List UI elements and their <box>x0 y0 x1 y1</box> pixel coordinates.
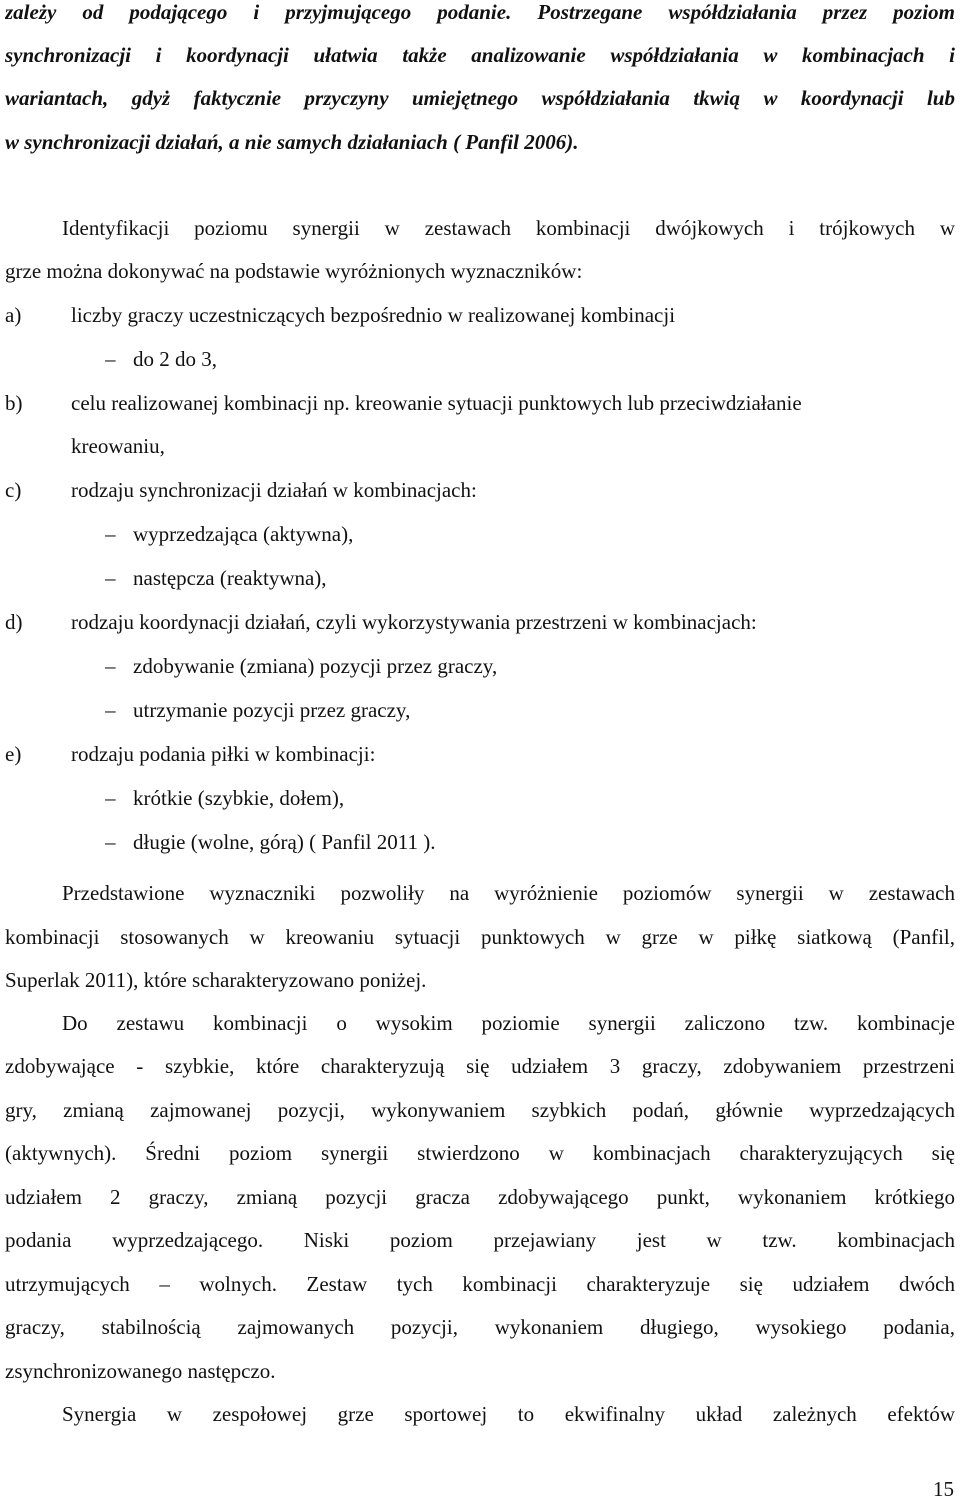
list-text: rodzaju synchronizacji działań w kombinacjach: <box>71 478 477 502</box>
text-line: graczy, stabilnością zajmowanych pozycji, wykonaniem długiego, wysokiego podania, <box>5 1315 955 1339</box>
dash-bullet-icon: – <box>105 830 116 854</box>
dash-item <box>105 783 955 813</box>
list-item-b <box>5 388 955 418</box>
text-line: kreowaniu, <box>71 434 165 458</box>
dash-text: wyprzedzająca (aktywna), <box>133 522 354 546</box>
dash-text: do 2 do 3, <box>133 347 217 371</box>
text-line: Synergia w zespołowej grze sportowej to ekwifinalny układ zależnych efektów <box>62 1402 955 1426</box>
text-line: Przedstawione wyznaczniki pozwoliły na wyróżnienie poziomów synergii w zestawach <box>62 881 955 905</box>
text-line: podania wyprzedzającego. Niski poziom przejawiany jest w tzw. kombinacjach <box>5 1228 955 1252</box>
list-text: liczby graczy uczestniczących bezpośrednio w realizowanej kombinacji <box>71 303 676 327</box>
text-line: synchronizacji i koordynacji ułatwia także analizowanie współdziałania w kombinacjach i <box>5 43 955 67</box>
dash-item <box>105 827 955 857</box>
dash-item <box>105 695 955 725</box>
dash-text: utrzymanie pozycji przez graczy, <box>133 698 411 722</box>
list-item-a <box>5 300 955 330</box>
list-label: a) <box>5 303 22 327</box>
dash-item <box>105 344 955 374</box>
text-line: zdobywające - szybkie, które charakteryzują się udziałem 3 graczy, zdobywaniem przestrzeni <box>5 1054 955 1078</box>
text-line: zsynchronizowanego następczo. <box>5 1359 276 1383</box>
text-line: Superlak 2011), które scharakteryzowano poniżej. <box>5 968 427 992</box>
list-text: celu realizowanej kombinacji np. kreowanie sytuacji punktowych lub przeciwdziałanie <box>71 391 802 415</box>
text-line: kombinacji stosowanych w kreowaniu sytuacji punktowych w grze w piłkę siatkową (Panfil, <box>5 925 955 949</box>
dash-text: zdobywanie (zmiana) pozycji przez graczy, <box>133 654 498 678</box>
dash-bullet-icon: – <box>105 566 116 590</box>
dash-bullet-icon: – <box>105 522 116 546</box>
dash-bullet-icon: – <box>105 698 116 722</box>
list-label: b) <box>5 391 23 415</box>
list-item-c <box>5 475 955 505</box>
dash-bullet-icon: – <box>105 786 116 810</box>
list-label: d) <box>5 610 23 634</box>
list-item-d <box>5 607 955 637</box>
text-line: w synchronizacji działań, a nie samych działaniach ( Panfil 2006). <box>5 130 579 154</box>
list-item-e <box>5 739 955 769</box>
text-line: grze można dokonywać na podstawie wyróżnionych wyznaczników: <box>5 259 583 283</box>
page-number: 15 <box>933 1477 954 1501</box>
dash-bullet-icon: – <box>105 654 116 678</box>
dash-item <box>105 651 955 681</box>
text-line: Do zestawu kombinacji o wysokim poziomie synergii zaliczono tzw. kombinacje <box>62 1011 955 1035</box>
dash-text: następcza (reaktywna), <box>133 566 327 590</box>
list-text: rodzaju podania piłki w kombinacji: <box>71 742 376 766</box>
text-line: wariantach, gdyż faktycznie przyczyny umiejętnego współdziałania tkwią w koordynacji lub <box>5 86 955 110</box>
dash-text: długie (wolne, górą) ( Panfil 2011 ). <box>133 830 436 854</box>
text-line: gry, zmianą zajmowanej pozycji, wykonywaniem szybkich podań, głównie wyprzedzających <box>5 1098 955 1122</box>
list-label: e) <box>5 742 22 766</box>
text-line: zależy od podającego i przyjmującego podanie. Postrzegane współdziałania przez poziom <box>5 0 955 24</box>
dash-bullet-icon: – <box>105 347 116 371</box>
text-line: utrzymujących – wolnych. Zestaw tych kombinacji charakteryzuje się udziałem dwóch <box>5 1272 955 1296</box>
text-line: Identyfikacji poziomu synergii w zestawach kombinacji dwójkowych i trójkowych w <box>62 216 955 240</box>
list-label: c) <box>5 478 22 502</box>
text-line: udziałem 2 graczy, zmianą pozycji gracza zdobywającego punkt, wykonaniem krótkiego <box>5 1185 955 1209</box>
dash-text: krótkie (szybkie, dołem), <box>133 786 345 810</box>
list-text: rodzaju koordynacji działań, czyli wykorzystywania przestrzeni w kombinacjach: <box>71 610 757 634</box>
text-line: (aktywnych). Średni poziom synergii stwierdzono w kombinacjach charakteryzujących się <box>5 1141 955 1165</box>
dash-item <box>105 563 955 593</box>
dash-item <box>105 519 955 549</box>
